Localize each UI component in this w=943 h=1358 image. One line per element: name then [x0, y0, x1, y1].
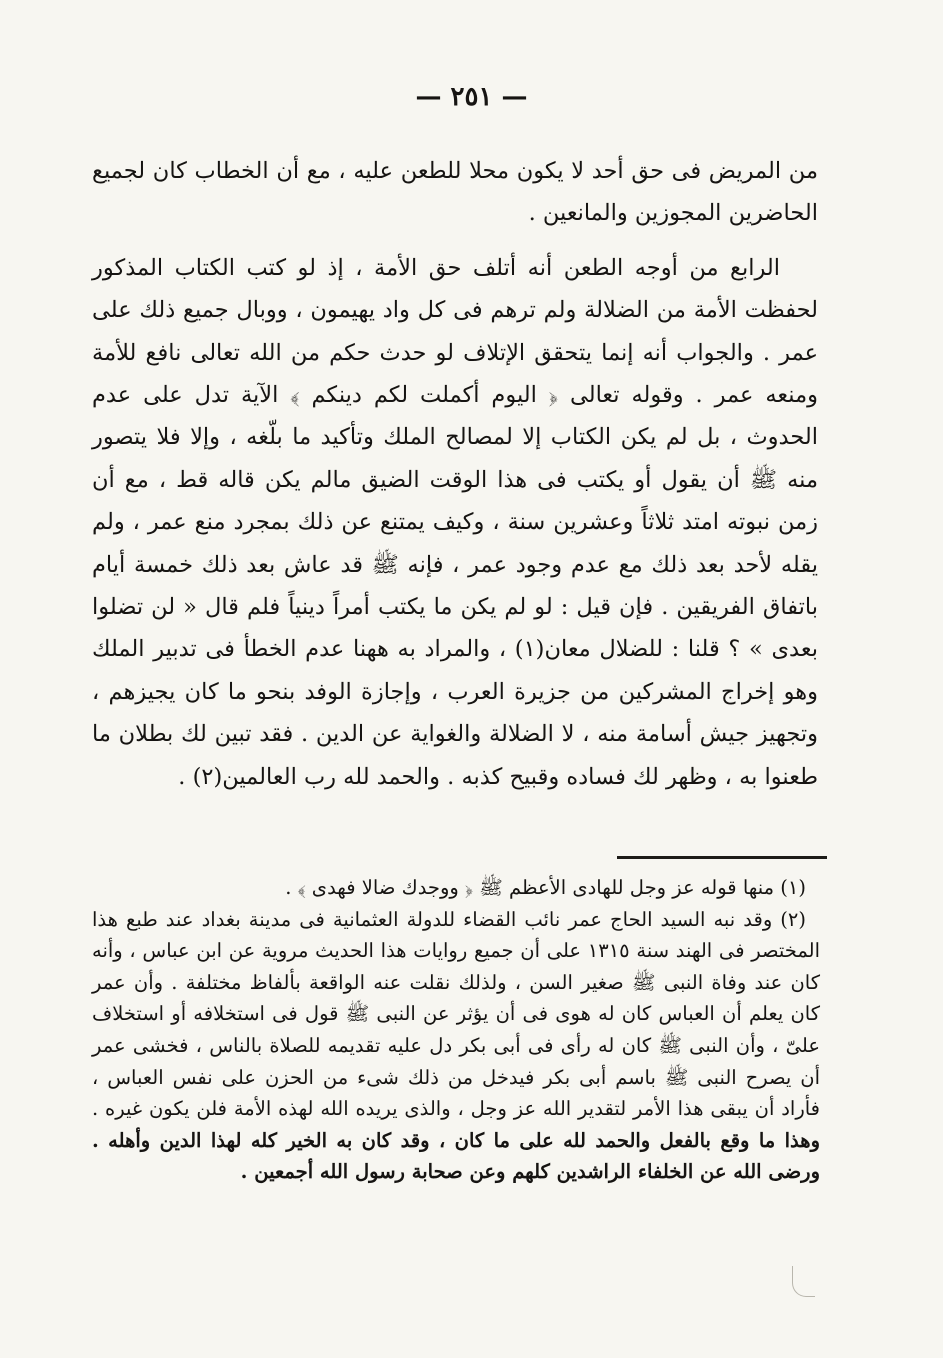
main-text [92, 150, 818, 798]
page-corner-mark [792, 1266, 815, 1297]
page-number: — ٢٥١ — [415, 82, 528, 112]
footnote-2-text: (٢) وقد نبه السيد الحاج عمر نائب القضاء للدولة العثمانية فى مدينة بغداد عند طبع هذا المختصر فى الهند سنة ١٣١٥ على أن جميع روايات هذا الحديث مروية عن ابن عباس ، وأنه كان عند وفاة النبى ﷺ صغير السن ، ولذلك نقلت عنه الواقعة بألفاظ مختلفة . وأن عمر كان يعلم أن العباس كان له هوى فى أن يؤثر عن النبى ﷺ قول فى استخلافه أو استخلاف علىّ ، وأن النبى ﷺ كان له رأى فى أبى بكر دل عليه تقديمه للصلاة بالناس ، فخشى عمر أن يصرح النبى ﷺ باسم أبى بكر فيدخل من ذلك شىء من الحزن على نفس العباس ، فأراد أن يبقى هذا الأمر لتقدير الله عز وجل ، والذى يريده الله لهذه الأمة فلن يكون غيره . [92, 907, 820, 1121]
paragraph-continuation: من المريض فى حق أحد لا يكون محلا للطعن عليه ، مع أن الخطاب كان لجميع الحاضرين المجوزين والمانعين . [92, 158, 818, 227]
footnotes [92, 872, 820, 1188]
footnote-2 [92, 904, 820, 1188]
paragraph-fourth-objection: الرابع من أوجه الطعن أنه أتلف حق الأمة ، إذ لو كتب الكتاب المذكور لحفظت الأمة من الضلالة ولم ترهم فى كل واد يهيمون ، ووبال جميع ذلك على عمر . والجواب أنه إنما يتحقق الإتلاف لو حدث حكم من الله تعالى نافع للأمة ومنعه عمر . وقوله تعالى ﴿ اليوم أكملت لكم دينكم ﴾ الآية تدل على عدم الحدوث ، بل لم يكن الكتاب إلا لمصالح الملك وتأكيد ما بلّغه ، وإلا فلا يتصور منه ﷺ أن يقول أو يكتب فى هذا الوقت الضيق مالم يكن قاله قط ، مع أن زمن نبوته امتد ثلاثاً وعشرين سنة ، وكيف يمتنع عن ذلك بمجرد منع عمر ، ولم يقله لأحد بعد ذلك مع عدم وجود عمر ، فإنه ﷺ قد عاش بعد ذلك خمسة أيام باتفاق الفريقين . فإن قيل : لو لم يكن ما يكتب أمراً دينياً فلم قال « لن تضلوا بعدى » ؟ قلنا : للضلال معان(١) ، والمراد به ههنا عدم الخطأ فى تدبير الملك وهو إخراج المشركين من جزيرة العرب ، وإجازة الوفد بنحو ما كان يجيزهم ، وتجهيز جيش أسامة منه ، لا الضلالة والغواية عن الدين . فقد تبين لك بطلان ما طعنوا به ، وظهر لك فساده وقبيح كذبه . والحمد لله رب العالمين(٢) . [92, 254, 818, 790]
footnote-2-closing: وهذا ما وقع بالفعل والحمد لله على ما كان ، وقد كان به الخير كله لهذا الدين وأهله . ورضى الله عن الخلفاء الراشدين كلهم وعن صحابة رسول الله أجمعين . [92, 1128, 820, 1184]
footnote-1: (١) منها قوله عز وجل للهادى الأعظم ﷺ ﴿ ووجدك ضالا فهدى ﴾ . [285, 876, 806, 899]
footnote-separator [617, 856, 827, 859]
